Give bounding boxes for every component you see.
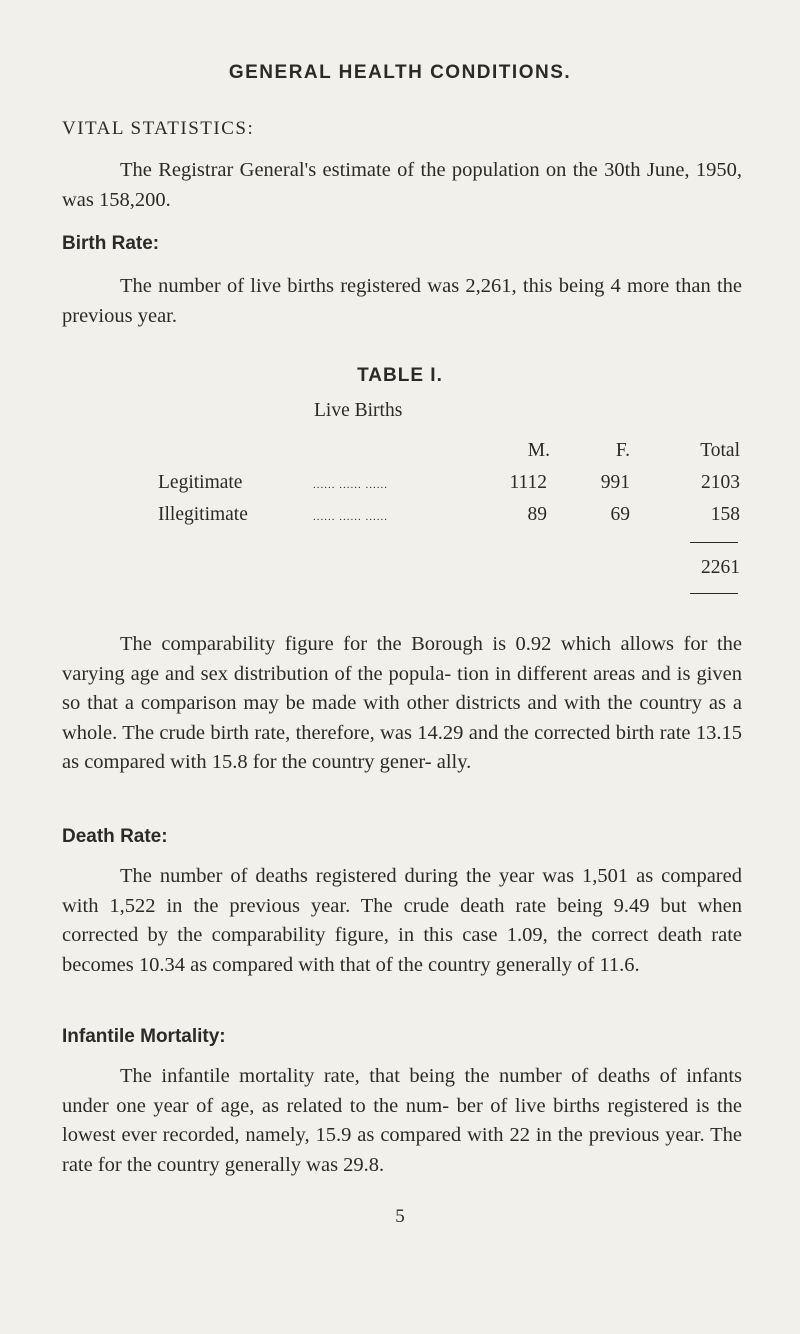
- infantile-mortality-paragraph: The infantile mortality rate, that being the number of deaths of infants under one year of age, as related to the num- ber of live births registered is the lowest ever recorded, namely, 15.9 as compared with 22 in the previous year. The rate for the country generally was 29.8.: [62, 1065, 742, 1176]
- page-number: 5: [395, 1206, 405, 1227]
- table-title: TABLE I.: [357, 365, 443, 386]
- infantile-mortality-heading: Infantile Mortality:: [62, 1026, 226, 1047]
- comparability-paragraph: The comparability figure for the Borough is 0.92 which allows for the varying age and sex distribution of the popula- tion in different areas and is given so that a comparison may be made with other districts and with the country as a whole. The crude birth rate, therefore, was 14.29 and the corrected birth rate 13.15 as compared with 15.8 for the country gener- ally.: [62, 633, 742, 773]
- row-label: Illegitimate: [158, 504, 248, 525]
- cell-m: 1112: [509, 472, 547, 493]
- page-title: GENERAL HEALTH CONDITIONS.: [228, 62, 572, 83]
- leader-dots: ...... ...... ......: [313, 511, 388, 523]
- cell-m: 89: [527, 504, 547, 525]
- cell-total: 2103: [701, 472, 740, 493]
- total-rule-top: [690, 542, 738, 543]
- birth-rate-heading: Birth Rate:: [62, 233, 160, 254]
- column-header-m: M.: [527, 440, 550, 461]
- row-label: Legitimate: [158, 472, 243, 493]
- cell-f: 991: [600, 472, 630, 493]
- live-births-table: [0, 400, 800, 610]
- leader-dots: ...... ...... ......: [313, 479, 388, 491]
- total-rule-bottom: [690, 593, 738, 594]
- grand-total: 2261: [701, 557, 740, 578]
- cell-f: 69: [610, 504, 630, 525]
- death-rate-paragraph: The number of deaths registered during the year was 1,501 as compared with 1,522 in the previous year. The crude death rate being 9.49 but when corrected by the comparability figure, in this case 1.09, the correct death rate becomes 10.34 as compared with that of the country generally of 11.6.: [62, 865, 742, 976]
- cell-total: 158: [710, 504, 740, 525]
- table-row: [0, 504, 800, 534]
- column-header-f: F.: [615, 440, 630, 461]
- table-row: [0, 472, 800, 502]
- vital-statistics-heading: VITAL STATISTICS:: [62, 118, 255, 139]
- birth-rate-paragraph: The number of live births registered was 2,261, this being 4 more than the previous year.: [62, 275, 742, 327]
- population-paragraph: The Registrar General's estimate of the population on the 30th June, 1950, was 158,200.: [62, 159, 742, 211]
- table-subtitle: Live Births: [314, 400, 403, 421]
- column-header-total: Total: [700, 440, 740, 461]
- death-rate-heading: Death Rate:: [62, 826, 168, 847]
